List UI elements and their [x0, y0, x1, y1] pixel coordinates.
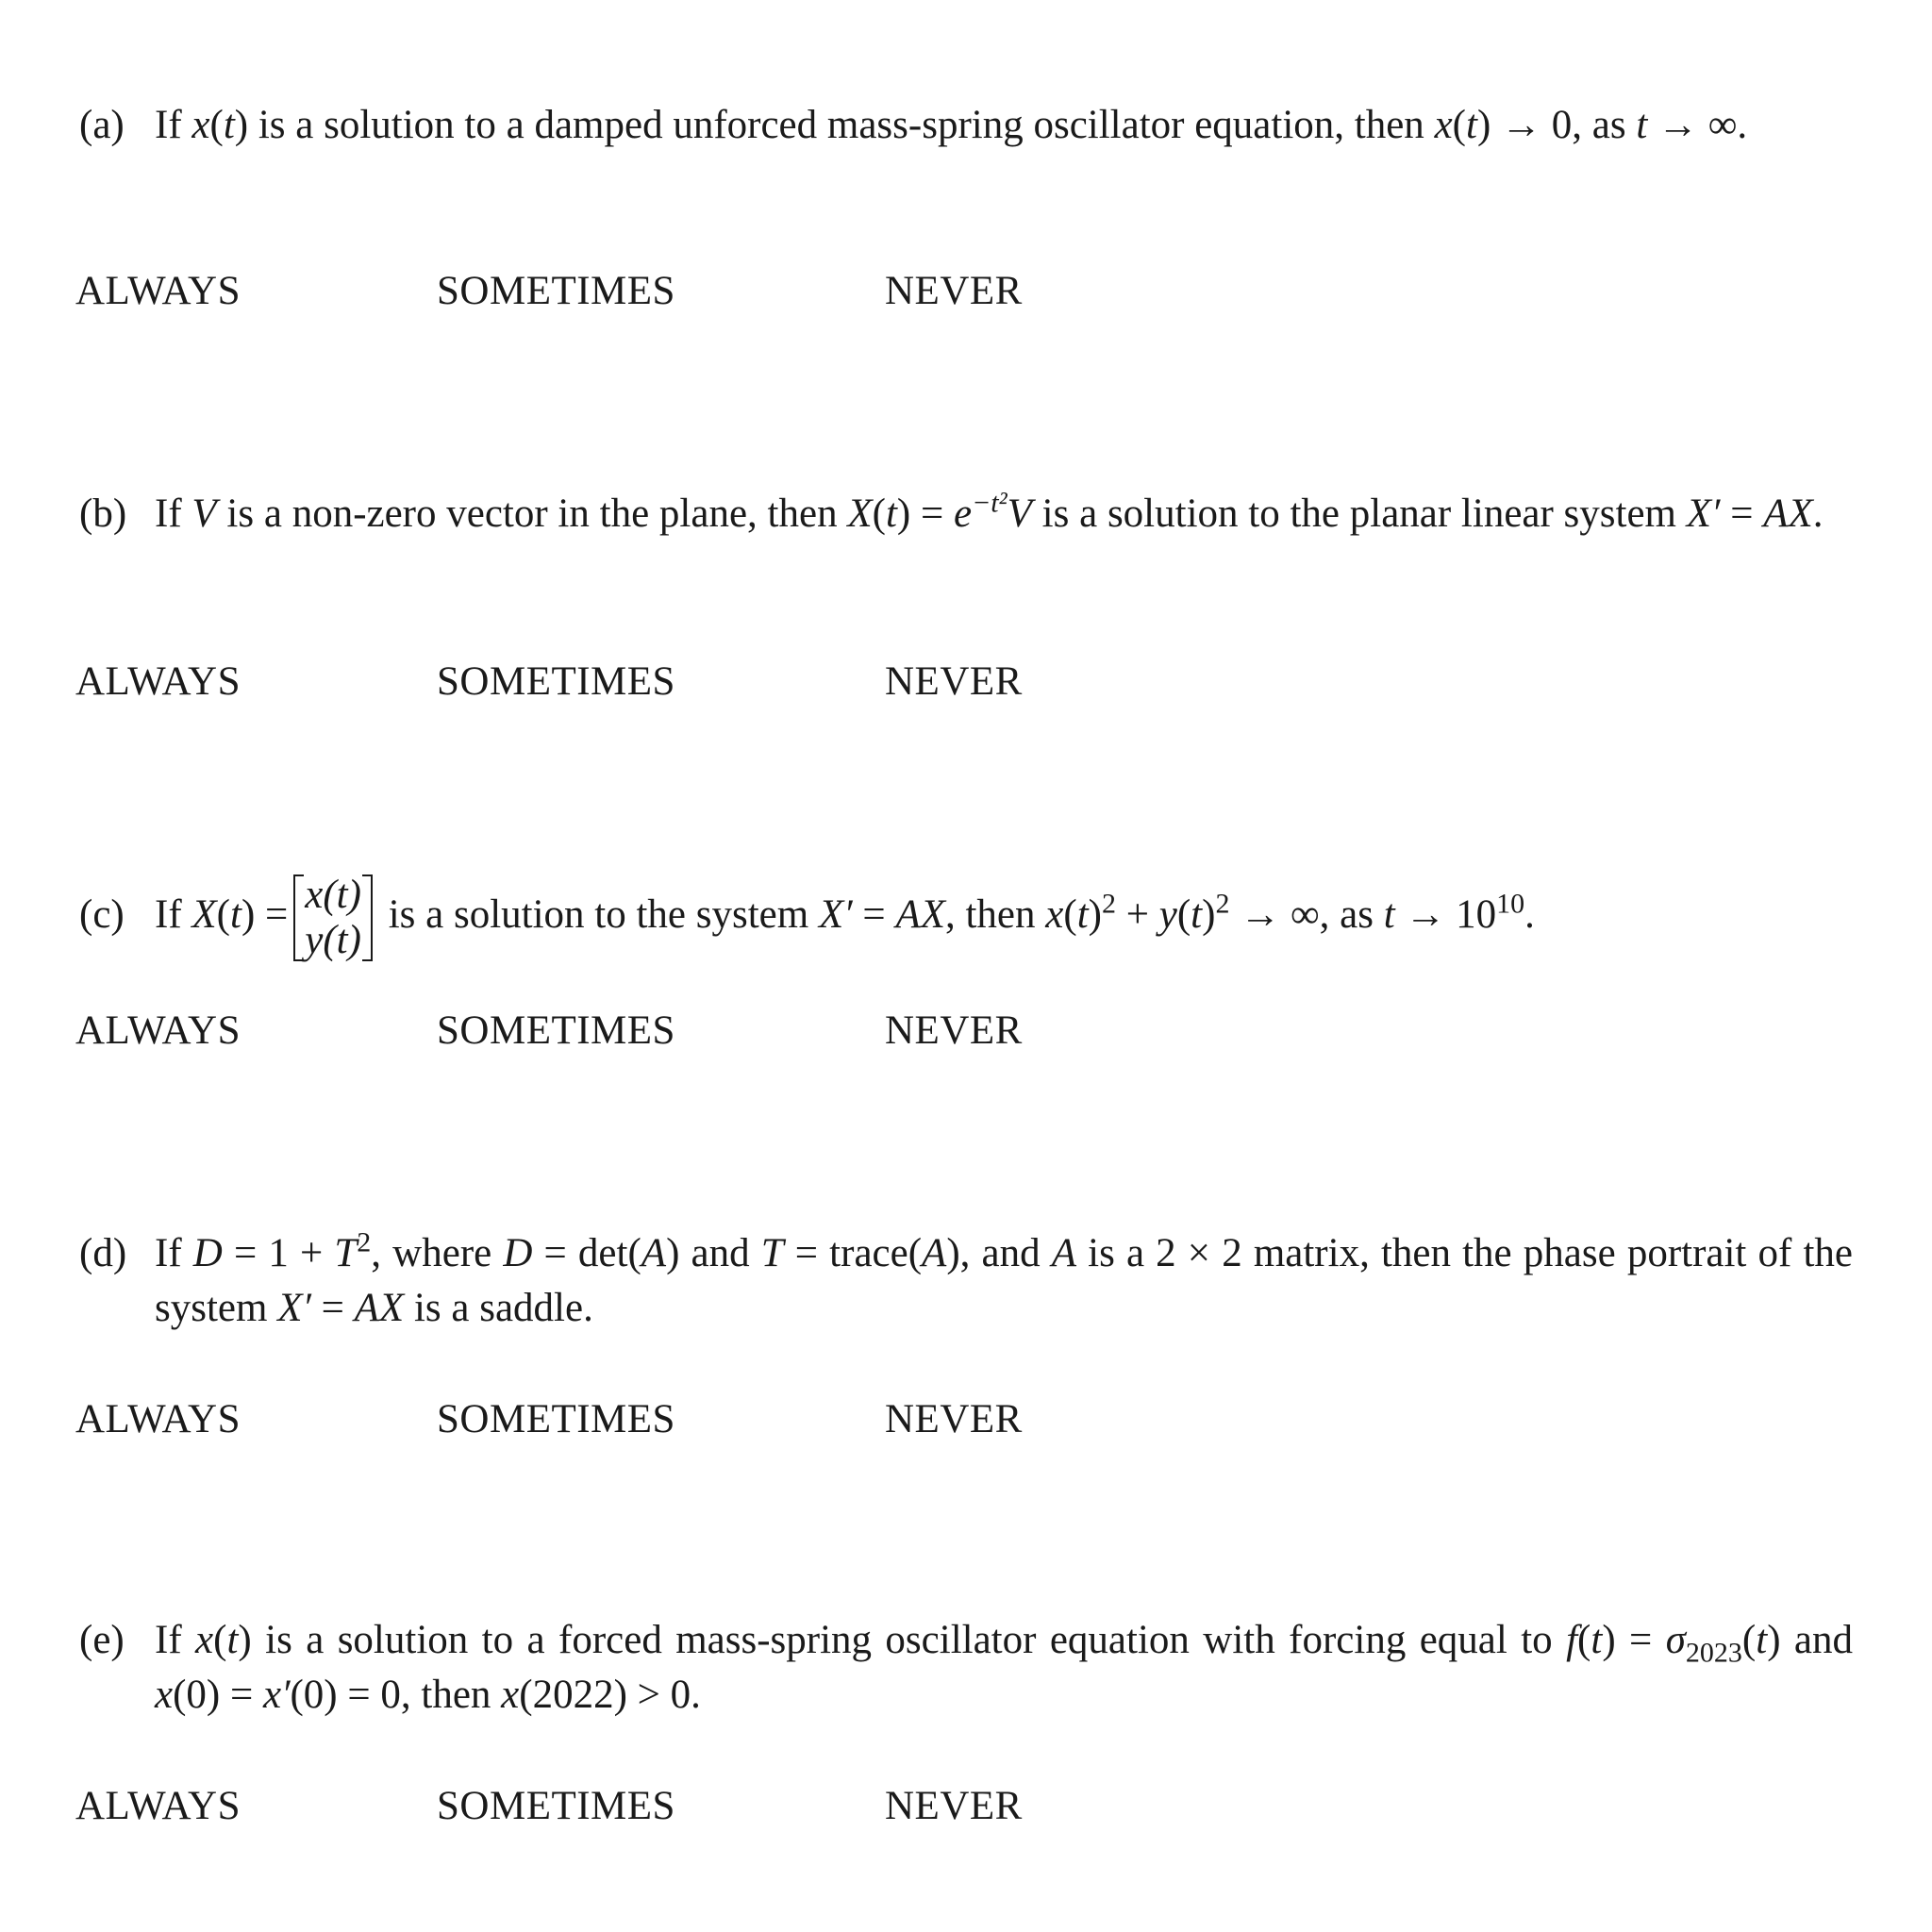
question-a-never-option[interactable]: NEVER: [885, 269, 1023, 313]
question-b-text: (b) If V is a non-zero vector in the plane, then $X(t) = e^{-t^2}V$ is a solution to the planar linear system X′ = AX.: [79, 487, 1853, 541]
question-e-always-option[interactable]: ALWAYS: [75, 1784, 242, 1828]
question-c-text: (c) If X(t) = x(t) y(t) is a solution to the system X′ = AX, then $x(t)^2 + y(t)^2$ → ∞, as $t \to 10^{10}$.: [79, 868, 1853, 963]
question-a-text: (a) If x(t) is a solution to a damped unforced mass-spring oscillator equation, then x(t) → 0, as t → ∞.: [79, 98, 1853, 153]
question-d: [79, 1226, 1853, 1336]
question-b: [79, 487, 1853, 541]
question-d-label: (d): [79, 1231, 127, 1275]
question-b-sometimes-option[interactable]: SOMETIMES: [437, 659, 675, 704]
question-a-always-option[interactable]: ALWAYS: [75, 269, 242, 313]
question-d-sometimes-option[interactable]: SOMETIMES: [437, 1397, 675, 1441]
question-b-label: (b): [79, 491, 127, 536]
question-e-label: (e): [79, 1618, 125, 1662]
question-b-always-option[interactable]: ALWAYS: [75, 659, 242, 704]
question-e-never-option[interactable]: NEVER: [885, 1784, 1023, 1828]
question-d-always-option[interactable]: ALWAYS: [75, 1397, 242, 1441]
question-c: [79, 868, 1853, 963]
question-d-never-option[interactable]: NEVER: [885, 1397, 1023, 1441]
question-a-label: (a): [79, 103, 125, 147]
question-d-text: (d) If $D = 1 + T^2$, where D = det(A) and T = trace(A), and A is a 2 × 2 matrix, then the phase portrait of the system X′ = AX is a saddle.: [79, 1226, 1853, 1330]
question-a: [79, 98, 1853, 153]
question-e-sometimes-option[interactable]: SOMETIMES: [437, 1784, 675, 1828]
question-c-sometimes-option[interactable]: SOMETIMES: [437, 1008, 675, 1053]
question-c-always-option[interactable]: ALWAYS: [75, 1008, 242, 1053]
question-c-label: (c): [79, 892, 125, 937]
question-e-text: (e) If x(t) is a solution to a forced mass-spring oscillator equation with forcing equal to $f(t) = \sigma_{2023}(t)$ and x(0) = x′(0) = 0, then x(2022) > 0.: [79, 1613, 1853, 1723]
question-b-never-option[interactable]: NEVER: [885, 659, 1023, 704]
question-c-never-option[interactable]: NEVER: [885, 1008, 1023, 1053]
question-a-sometimes-option[interactable]: SOMETIMES: [437, 269, 675, 313]
matrix-row-2: y(t): [305, 918, 361, 963]
column-vector-matrix: [293, 873, 373, 963]
matrix-row-1: x(t): [305, 873, 361, 918]
question-e: [79, 1613, 1853, 1723]
